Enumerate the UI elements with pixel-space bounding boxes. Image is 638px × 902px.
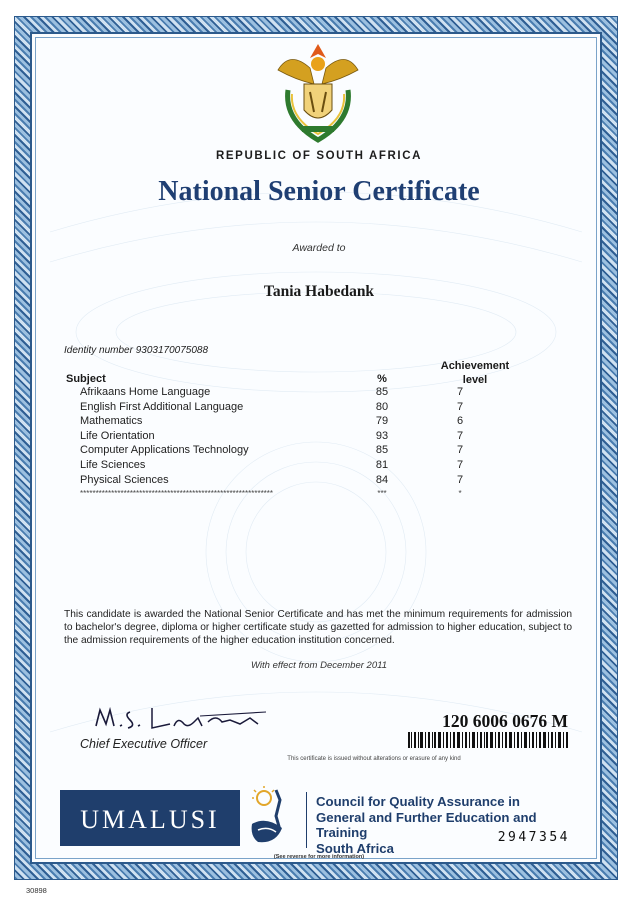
awarded-to-label: Awarded to xyxy=(292,242,346,254)
subject-percent: 93 xyxy=(375,429,389,442)
umalusi-emblem-icon xyxy=(246,786,302,850)
subject-name: Mathematics xyxy=(80,415,143,428)
council-line-2: General and Further Education and Training xyxy=(316,809,537,840)
award-statement: This candidate is awarded the National Senior Certificate and has met the minimum requirements for admission to bachelor's degree, diploma or higher certificate study as gazetted for admission to higher education, subject to the admission requirements of the higher education institution concerned. xyxy=(64,609,572,646)
table-row xyxy=(80,415,520,430)
terminator-subject: ************************************************************** xyxy=(80,489,274,499)
percent-column-header: % xyxy=(377,373,387,385)
effective-date: With effect from December 2011 xyxy=(251,660,387,671)
recipient-name: Tania Habedank xyxy=(263,283,375,300)
subject-name: Afrikaans Home Language xyxy=(80,386,211,398)
table-row xyxy=(80,401,520,416)
subject-percent: 79 xyxy=(375,415,389,428)
subject-percent: 85 xyxy=(375,444,389,457)
subject-level: 7 xyxy=(456,473,464,486)
country-heading: REPUBLIC OF SOUTH AFRICA xyxy=(216,150,422,162)
subject-percent: 80 xyxy=(375,400,389,413)
subject-level: 7 xyxy=(456,400,464,413)
subject-level: 7 xyxy=(456,386,464,398)
table-row xyxy=(80,474,520,489)
subject-percent: 85 xyxy=(375,386,389,398)
certificate-title: National Senior Certificate xyxy=(158,176,480,207)
reverse-note: (See reverse for more information) xyxy=(273,854,365,860)
subject-level: 7 xyxy=(456,444,464,457)
footer-divider xyxy=(306,792,307,848)
level-header-line-2: level xyxy=(462,374,488,386)
council-line-3: South Africa xyxy=(316,840,394,856)
subject-name: Physical Sciences xyxy=(80,473,169,486)
table-row xyxy=(80,386,520,401)
subject-name: Life Sciences xyxy=(80,458,146,471)
certificate-number: 120 6006 0676 M xyxy=(442,711,568,731)
level-column-header xyxy=(425,359,525,387)
table-row xyxy=(80,444,520,459)
corner-code: 30898 xyxy=(26,886,47,895)
table-row xyxy=(80,459,520,474)
coat-of-arms-icon xyxy=(270,40,366,146)
council-line-1: Council for Quality Assurance in xyxy=(316,794,520,809)
terminator-percent: *** xyxy=(377,489,387,499)
subject-percent: 84 xyxy=(375,473,389,486)
subject-name: Computer Applications Technology xyxy=(80,444,249,457)
barcode xyxy=(408,732,568,748)
level-header-line-1: Achievement xyxy=(440,360,510,372)
ceo-signature xyxy=(90,698,280,734)
ceo-title: Chief Executive Officer xyxy=(80,737,208,751)
table-row xyxy=(80,430,520,445)
issue-disclaimer: This certificate is issued without alterations or erasure of any kind xyxy=(287,756,461,762)
subject-name: English First Additional Language xyxy=(80,400,244,413)
subject-level: 6 xyxy=(456,415,464,428)
subject-percent: 81 xyxy=(375,458,389,471)
identity-number: Identity number 9303170075088 xyxy=(64,345,209,356)
table-terminator-row xyxy=(80,488,520,500)
results-table xyxy=(80,386,520,500)
subject-name: Life Orientation xyxy=(80,429,155,442)
council-name xyxy=(316,794,576,856)
subject-level: 7 xyxy=(456,429,464,442)
serial-number: 2947354 xyxy=(497,830,570,845)
subject-level: 7 xyxy=(456,458,464,471)
terminator-level: * xyxy=(458,489,462,499)
subject-column-header: Subject xyxy=(66,373,106,385)
umalusi-wordmark: UMALUSI xyxy=(80,805,220,834)
